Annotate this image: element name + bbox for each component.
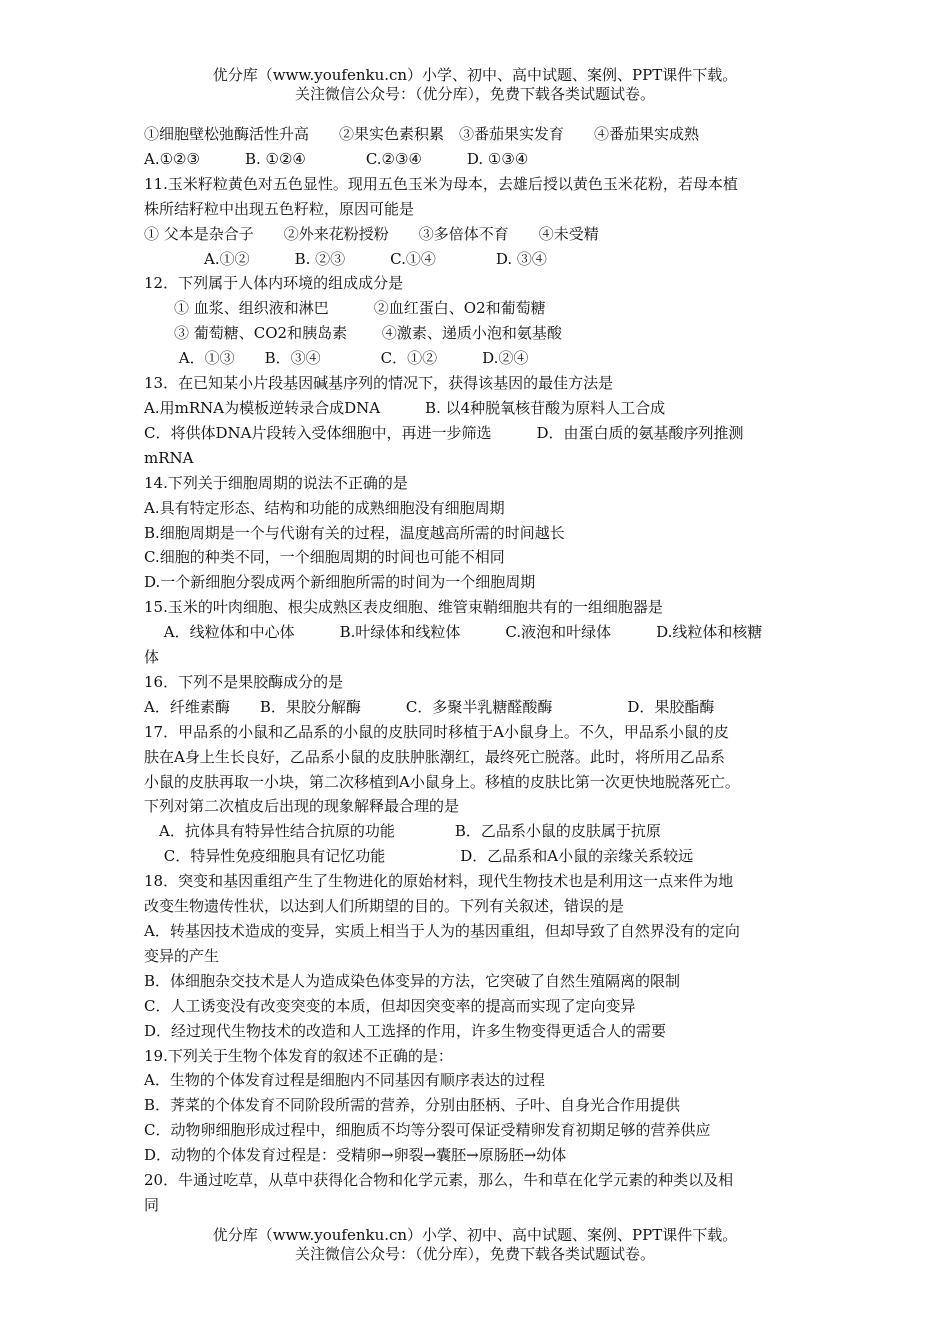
text-line: 15.玉米的叶肉细胞、根尖成熟区表皮细胞、维管束鞘细胞共有的一组细胞器是 (144, 598, 663, 617)
footer-site-line: 优分库（www.youfenku.cn）小学、初中、高中试题、案例、PPT课件下载。 (212, 1226, 738, 1244)
text-line: ③ 葡萄糖、CO2和胰岛素 ④激素、递质小泡和氨基酸 (144, 324, 562, 343)
text-line: A.用mRNA为模板逆转录合成DNA B. 以4种脱氧核苷酸为原料人工合成 (144, 398, 666, 417)
text-line: mRNA (144, 448, 194, 467)
text-line: 14.下列关于细胞周期的说法不正确的是 (144, 473, 408, 492)
text-line: ① 血浆、组织液和淋巴 ②血红蛋白、O2和葡萄糖 (144, 299, 546, 318)
text-line: 12．下列属于人体内环境的组成成分是 (144, 274, 404, 293)
text-line: 17．甲品系的小鼠和乙品系的小鼠的皮肤同时移植于A小鼠身上。不久，甲品系小鼠的皮 (144, 722, 729, 741)
text-line: 同 (144, 1195, 160, 1214)
text-line: C．将供体DNA片段转入受体细胞中，再进一步筛选 D．由蛋白质的氨基酸序列推测 (144, 423, 744, 442)
text-line: 16．下列不是果胶酶成分的是 (144, 672, 344, 691)
text-line: B．荠菜的个体发育不同阶段所需的营养，分别由胚柄、子叶、自身光合作用提供 (144, 1096, 681, 1115)
text-line: C．特异性免疫细胞具有记忆功能 D．乙品系和A小鼠的亲缘关系较远 (144, 847, 694, 866)
text-line: 改变生物遗传性状，以达到人们所期望的目的。下列有关叙述，错误的是 (144, 897, 625, 916)
header-site-line: 优分库（www.youfenku.cn）小学、初中、高中试题、案例、PPT课件下载。 (212, 66, 738, 84)
text-line: 体 (144, 648, 160, 667)
header-wechat-line: 关注微信公众号：（优分库），免费下载各类试题试卷。 (294, 85, 655, 103)
text-line: A．抗体具有特异性结合抗原的功能 B．乙品系小鼠的皮肤属于抗原 (144, 822, 661, 841)
text-line: A.①② B. ②③ C.①④ D. ③④ (144, 249, 547, 268)
text-line: 18．突变和基因重组产生了生物进化的原始材料，现代生物技术也是利用这一点来件为地 (144, 872, 734, 891)
text-line: ①细胞壁松弛酶活性升高 ②果实色素积累 ③番茄果实发育 ④番茄果实成熟 (144, 125, 700, 143)
text-line: C．人工诱变没有改变突变的本质，但却因突变率的提高而实现了定向变异 (144, 996, 636, 1015)
text-line: 11.玉米籽粒黄色对五色显性。现用五色玉米为母本，去雄后授以黄色玉米花粉，若母本植 (144, 174, 738, 193)
text-line: ① 父本是杂合子 ②外来花粉授粉 ③多倍体不育 ④未受精 (144, 224, 599, 243)
text-line: 肤在A身上生长良好，乙品系小鼠的皮肤肿胀潮红，最终死亡脱落。此时，将所用乙品系 (144, 747, 725, 766)
text-line: A．①③ B．③④ C．①② D.②④ (144, 349, 529, 368)
text-line: D．动物的个体发育过程是：受精卵→卵裂→囊胚→原肠胚→幼体 (144, 1146, 567, 1165)
text-line: 变异的产生 (144, 946, 220, 965)
text-line: B．体细胞杂交技术是人为造成染色体变异的方法，它突破了自然生殖隔离的限制 (144, 971, 681, 990)
question-body (144, 122, 824, 1218)
text-line: 19.下列关于生物个体发育的叙述不正确的是： (144, 1046, 453, 1065)
text-line: 20．牛通过吃草，从草中获得化合物和化学元素，那么，牛和草在化学元素的种类以及相 (144, 1171, 734, 1190)
footer-wechat-line: 关注微信公众号：（优分库），免费下载各类试题试卷。 (294, 1245, 655, 1263)
page-header (0, 66, 950, 104)
page-footer (0, 1226, 950, 1264)
text-line: C．动物卵细胞形成过程中，细胞质不均等分裂可保证受精卵发育初期足够的营养供应 (144, 1121, 711, 1140)
text-line: C.细胞的种类不同，一个细胞周期的时间也可能不相同 (144, 548, 505, 567)
text-line: 下列对第二次植皮后出现的现象解释最合理的是 (144, 797, 460, 816)
text-line: B.细胞周期是一个与代谢有关的过程，温度越高所需的时间越长 (144, 523, 565, 542)
text-line: A．转基因技术造成的变异，实质上相当于人为的基因重组，但却导致了自然界没有的定向 (144, 922, 740, 940)
text-line: D.一个新细胞分裂成两个新细胞所需的时间为一个细胞周期 (144, 573, 536, 592)
text-line: D．经过现代生物技术的改造和人工选择的作用，许多生物变得更适合人的需要 (144, 1021, 667, 1040)
text-line: A.具有特定形态、结构和功能的成熟细胞没有细胞周期 (144, 498, 505, 517)
text-line: 小鼠的皮肤再取一小块，第二次移植到A小鼠身上。移植的皮肤比第一次更快地脱落死亡。 (144, 772, 740, 791)
text-line: 13．在已知某小片段基因碱基序列的情况下，获得该基因的最佳方法是 (144, 374, 614, 393)
text-line: A.①②③ B. ①②④ C.②③④ D. ①③④ (144, 149, 529, 168)
text-line: A．线粒体和中心体 B.叶绿体和线粒体 C.液泡和叶绿体 D.线粒体和核糖 (144, 623, 763, 642)
text-line: A．纤维素酶 B．果胶分解酶 C．多聚半乳糖醛酸酶 D．果胶酯酶 (144, 697, 715, 716)
text-line: A．生物的个体发育过程是细胞内不同基因有顺序表达的过程 (144, 1071, 545, 1090)
text-line: 株所结籽粒中出现五色籽粒，原因可能是 (144, 199, 415, 218)
